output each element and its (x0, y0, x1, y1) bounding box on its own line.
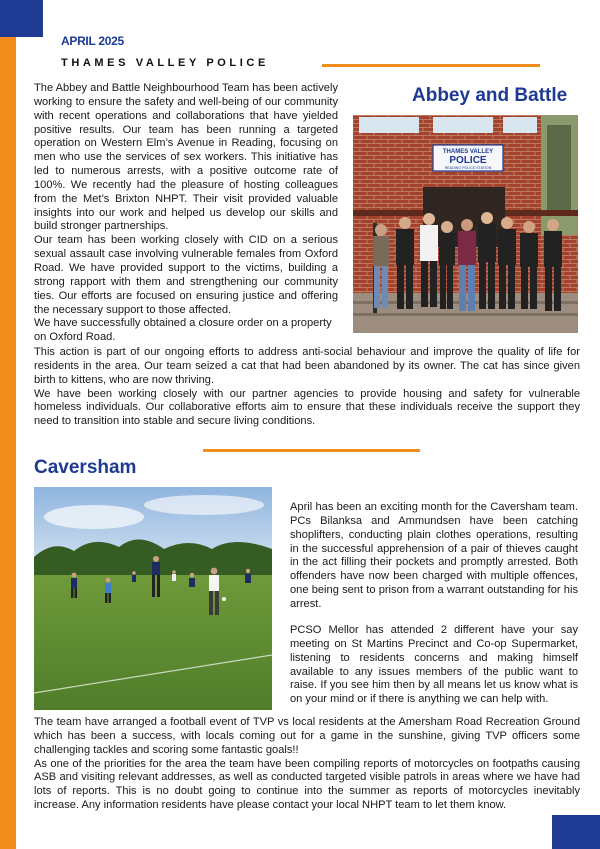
abbey-wide-text (34, 346, 580, 429)
abbey-intro-paragraph: The Abbey and Battle Neighbourhood Team has been actively working to ensure the safety and well-being of our community with recent operations and collaborations that have yielded positive results. Our team has been running a targeted operation on Western Elm’s Avenue in Reading, focusing on men who use the services of sex workers. This initiative has led to numerous arrests, with a positive outcome rate of 100%. We recently had the pleasure of hosting colleagues from the Met’s Brixton NHPT. Their visit provided valuable insights into our work and helped us develop our skills and build stronger partnerships. (34, 82, 338, 233)
abbey-housing-paragraph: We have been working closely with our partner agencies to provide housing and safety for vulnerable homeless individuals. Our collaborative efforts aim to ensure that these individuals receive the support they need to transition into stable and secure living conditions. (34, 387, 580, 428)
section-heading-caversham: Caversham (34, 457, 137, 478)
abbey-cid-paragraph: Our team has been working closely with CID on a serious sexual assault case involving vulnerable females from Oxford Road. We have provided support to the victims, building a strong rapport with them and strengthening our community ties. Our efforts are focused on ensuring justice and offering the necessary support to those affected. (34, 234, 338, 316)
section-heading-abbey: Abbey and Battle (412, 85, 568, 106)
caversham-football-paragraph: The team have arranged a football event of TVP vs local residents at the Amersham Road Recreation Ground which has been a success, with locals coming out for a game in the sunshine, giving TVP officers some challenging tackles and scoring some fantastic goals!! (34, 716, 580, 756)
abbey-asb-paragraph: This action is part of our ongoing efforts to address anti-social behaviour and improve the quality of life for residents in the area. Our team seized a cat that had been abandoned by its owner. The cat has since given birth to kittens, who are now thriving. (34, 346, 580, 386)
football-match-photo (34, 487, 272, 710)
newsletter-date: APRIL 2025 (61, 34, 124, 48)
header-divider (322, 64, 540, 67)
sign-line-3: READING POLICE STATION (444, 166, 492, 170)
abbey-text-column (34, 82, 338, 345)
sign-line-1: THAMES VALLEY (442, 149, 494, 155)
sign-line-2: POLICE (449, 155, 487, 166)
caversham-shoplifting-paragraph: April has been an exciting month for the Caversham team. PCs Bilanksa and Ammundsen have been catching shoplifters, conducting plain clothes operations, resulting in the successful apprehension of a pair of thieves caught in the act filling their pockets and promptly arrested. Both offenders have now been charged with multiple offences, one being sent to prison from a warrant outstanding for his arrest. (290, 501, 578, 610)
corner-block-bottom (552, 815, 600, 849)
caversham-pcso-paragraph: PCSO Mellor has attended 2 different have your say meeting on St Martins Precinct and Co-op Supermarket, listening to residents concerns and making himself available to any issues members of the public want to raise. If you see him then by all means let us know what is on your mind or if there is anything we can help with. (290, 624, 578, 706)
organisation-name: THAMES VALLEY POLICE (61, 57, 269, 69)
police-team-photo (353, 115, 578, 333)
section-divider (203, 449, 420, 452)
caversham-motorcycles-paragraph: As one of the priorities for the area the team have been compiling reports of motorcycles on footpaths causing ASB and visiting relevant addresses, as well as conducted targeted visible patrols in areas where we have had lots of reports. This is no doubt going to continue into the summer as reports of motorcycles inevitably increase. Any information residents have please contact your local NHPT team to let them know. (34, 757, 580, 812)
side-accent-bar (0, 37, 16, 849)
abbey-closure-paragraph: We have successfully obtained a closure order on a property on Oxford Road. (34, 317, 332, 344)
corner-block-top (0, 0, 43, 37)
caversham-wide-text (34, 716, 580, 813)
